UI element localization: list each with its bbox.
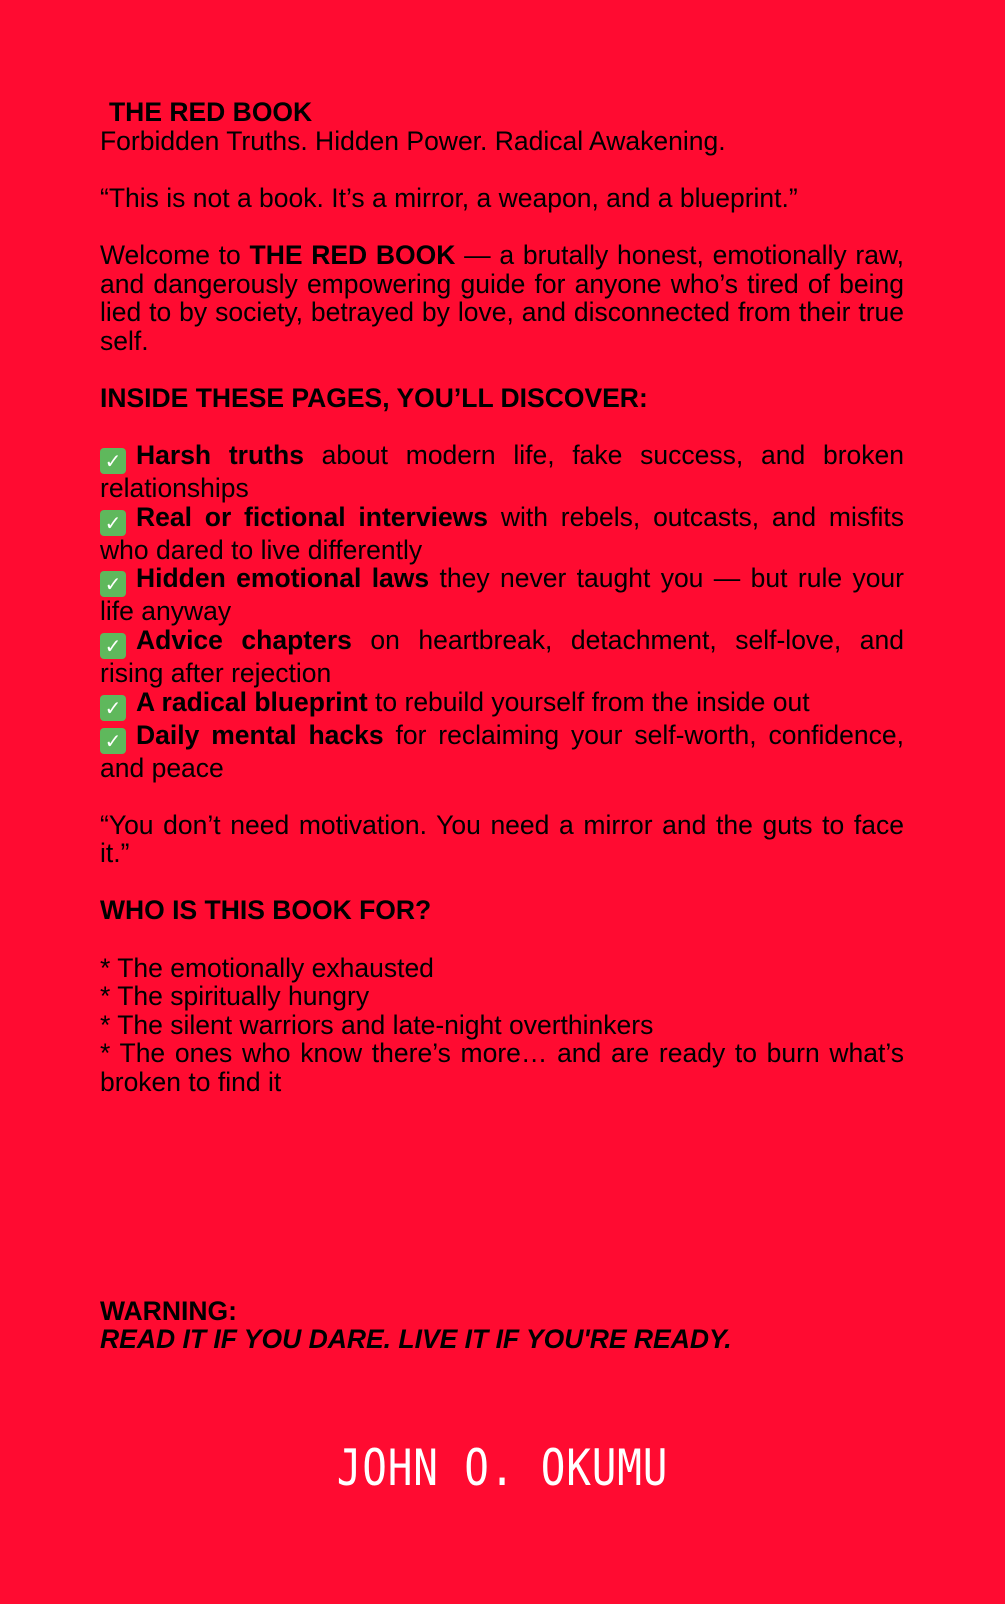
opening-quote: “This is not a book. It’s a mirror, a weapon, and a blueprint.” [100,182,798,213]
discover-item-2-bold: Real or fictional interviews [136,501,489,532]
intro-pre: Welcome to [100,239,250,270]
intro-paragraph [100,241,904,355]
discover-item-6 [100,721,904,783]
audience-item: * The ones who know there’s more… and are ready to burn what’s broken to find it [100,1038,904,1098]
audience-heading: WHO IS THIS BOOK FOR? [100,895,432,926]
check-icon: ✓ [100,695,126,721]
audience-list [100,954,904,1097]
audience-item: * The spiritually hungry [100,981,370,1012]
discover-item-2 [100,503,904,565]
discover-item-3-bold: Hidden emotional laws [136,563,430,594]
discover-heading: INSIDE THESE PAGES, YOU’LL DISCOVER: [100,382,648,413]
check-icon: ✓ [100,633,126,659]
discover-item-1-text: about modern life, fake success, and broken relationships [100,440,904,504]
discover-item-2-text: with rebels, outcasts, and misfits who dared to live differently [100,501,904,565]
motivation-quote: “You don’t need motivation. You need a mirror and the guts to face it.” [100,809,904,869]
discover-item-4 [100,626,904,688]
discover-item-3-text: they never taught you — but rule your life anyway [100,563,904,627]
warning-text: READ IT IF YOU DARE. LIVE IT IF YOU'RE READY. [100,1324,732,1355]
discover-item-5-text: to rebuild yourself from the inside out [367,686,810,717]
discover-item-6-bold: Daily mental hacks [136,719,384,750]
discover-item-3 [100,564,904,626]
audience-item: * The emotionally exhausted [100,952,434,983]
check-icon: ✓ [100,571,126,597]
discover-item-1 [100,441,904,503]
intro-post: — a brutally honest, emotionally raw, and dangerously empowering guide for anyone who’s tired of being lied to by society, betrayed by love, and disconnected from their true self. [100,239,904,356]
check-icon: ✓ [100,510,126,536]
author-name: JOHN O. OKUMU [336,1439,669,1497]
discover-item-1-bold: Harsh truths [136,440,304,471]
book-title: THE RED BOOK [109,97,313,127]
discover-list [100,441,904,782]
warning-label: WARNING: [100,1295,237,1326]
blurb [100,98,904,1354]
check-icon: ✓ [100,448,126,474]
discover-item-4-bold: Advice chapters [136,624,352,655]
check-icon: ✓ [100,728,126,754]
discover-item-5-bold: A radical blueprint [136,686,368,717]
discover-item-5 [100,688,904,721]
audience-item: * The silent warriors and late-night overthinkers [100,1009,654,1040]
intro-book-title: THE RED BOOK [249,239,456,270]
discover-item-4-text: on heartbreak, detachment, self-love, and rising after rejection [100,624,905,688]
discover-item-6-text: for reclaiming your self-worth, confidence, and peace [100,719,904,783]
tagline: Forbidden Truths. Hidden Power. Radical Awakening. [100,125,726,156]
